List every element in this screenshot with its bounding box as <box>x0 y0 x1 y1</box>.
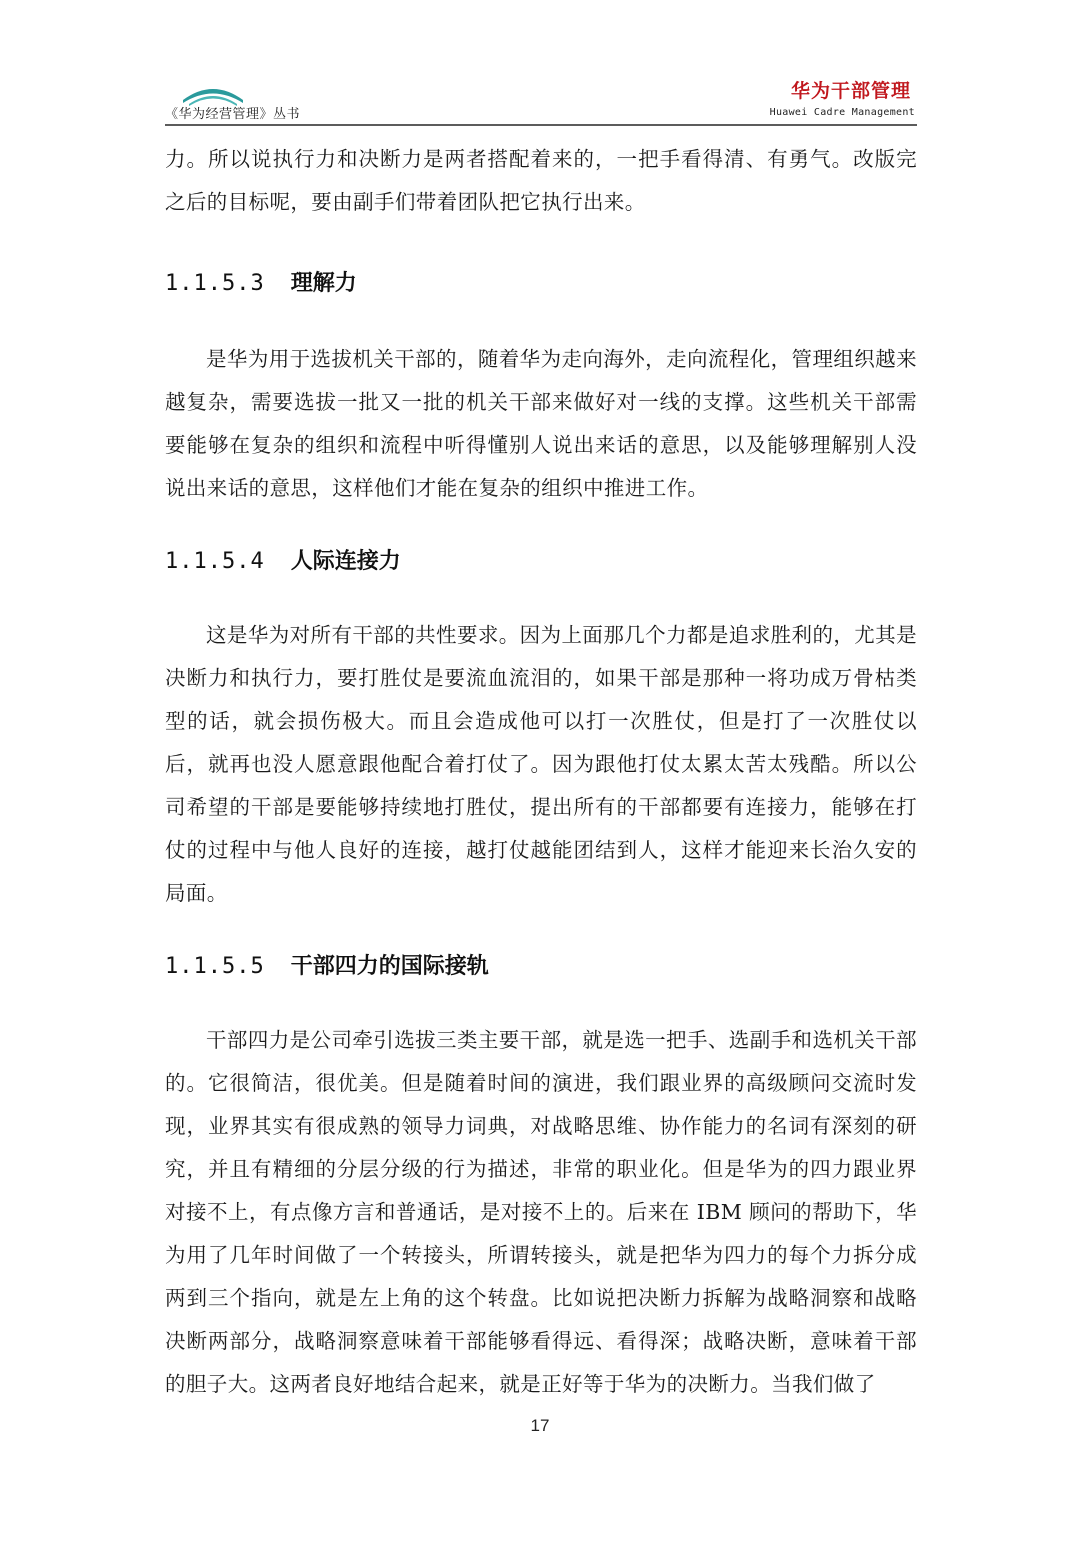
section-title: 干部四力的国际接轨 <box>290 954 489 979</box>
section-title: 人际连接力 <box>290 549 401 574</box>
page-header <box>165 70 917 126</box>
brand-title-en: Huawei Cadre Management <box>769 107 915 118</box>
section-number: 1.1.5.4 <box>165 549 265 574</box>
section-title: 理解力 <box>290 271 357 296</box>
header-divider <box>165 124 917 126</box>
section-paragraph: 干部四力是公司牵引选拔三类主要干部，就是选一把手、选副手和选机关干部的。它很简洁，很优美。但是随着时间的演进，我们跟业界的高级顾问交流时发现，业界其实有很成熟的领导力词典，对战略思维、协作能力的名词有深刻的研究，并且有精细的分层分级的行为描述，非常的职业化。但是华为的四力跟业界对接不上，有点像方言和普通话，是对接不上的。后来在 IBM 顾问的帮助下，华为用了几年时间做了一个转接头，所谓转接头，就是把华为四力的每个力拆分成两到三个指向，就是左上角的这个转盘。比如说把决断力拆解为战略洞察和战略决断两部分，战略洞察意味着干部能够看得远、看得深；战略决断，意味着干部的胆子大。这两者良好地结合起来，就是正好等于华为的决断力。当我们做了 <box>165 1028 917 1396</box>
section-number: 1.1.5.3 <box>165 271 265 296</box>
brand-title-cn: 华为干部管理 <box>790 80 911 102</box>
section-paragraph: 是华为用于选拔机关干部的，随着华为走向海外，走向流程化，管理组织越来越复杂，需要选拔一批又一批的机关干部来做好对一线的支撑。这些机关干部需要能够在复杂的组织和流程中听得懂别人说出来话的意思，以及能够理解别人没说出来话的意思，这样他们才能在复杂的组织中推进工作。 <box>165 347 917 500</box>
page-body <box>165 136 917 1406</box>
section-heading-1-1-5-5 <box>165 947 917 987</box>
section-number: 1.1.5.5 <box>165 954 265 979</box>
section-heading-1-1-5-4 <box>165 542 917 582</box>
page-number: 17 <box>530 1416 550 1435</box>
intro-paragraph: 力。所以说执行力和决断力是两者搭配着来的，一把手看得清、有勇气。改版完之后的目标呢，要由副手们带着团队把它执行出来。 <box>165 147 917 214</box>
section-heading-1-1-5-3 <box>165 264 917 304</box>
series-title: 《华为经营管理》丛书 <box>165 107 301 122</box>
section-paragraph: 这是华为对所有干部的共性要求。因为上面那几个力都是追求胜利的，尤其是决断力和执行力，要打胜仗是要流血流泪的，如果干部是那种一将功成万骨枯类型的话，就会损伤极大。而且会造成他可以打一次胜仗，但是打了一次胜仗以后，就再也没人愿意跟他配合着打仗了。因为跟他打仗太累太苦太残酷。所以公司希望的干部是要能够持续地打胜仗，提出所有的干部都要有连接力，能够在打仗的过程中与他人良好的连接，越打仗越能团结到人，这样才能迎来长治久安的局面。 <box>165 623 917 905</box>
